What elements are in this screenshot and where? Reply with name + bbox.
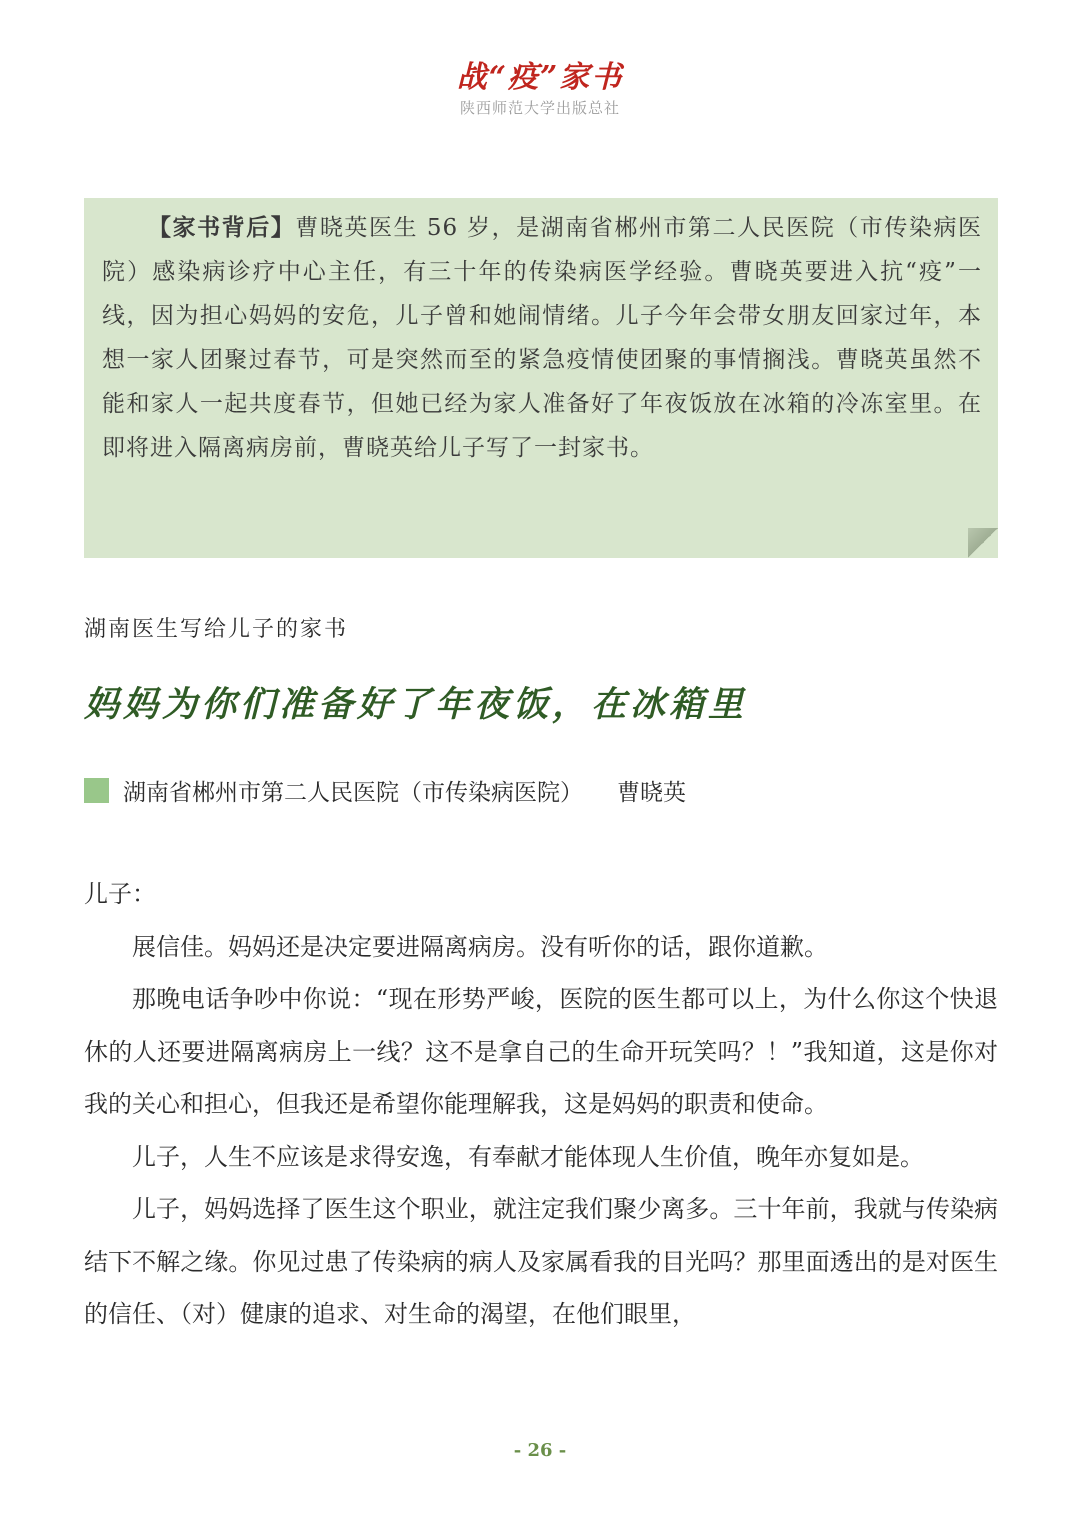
page-number: - 26 - (513, 1440, 567, 1461)
byline-author: 曹晓英 (617, 779, 686, 806)
byline-institution: 湖南省郴州市第二人民医院（市传染病医院） (123, 779, 583, 806)
series-title: 战“疫”家书 (456, 60, 624, 95)
letter-paragraph: 那晚电话争吵中你说：“现在形势严峻，医院的医生都可以上，为什么你这个快退休的人还要进隔离病房上一线？这不是拿自己的生命开玩笑吗？！”我知道，这是你对我的关心和担心，但我还是希望你能理解我，这是妈妈的职责和使命。 (84, 985, 998, 1118)
letter-kicker: 湖南医生写给儿子的家书 (84, 617, 349, 642)
byline-square-marker (84, 778, 109, 803)
letter-title: 妈妈为你们准备好了年夜饭，在冰箱里 (84, 684, 748, 725)
background-note-body: 曹晓英医生 56 岁，是湖南省郴州市第二人民医院（市传染病医院）感染病诊疗中心主任，有三十年的传染病医学经验。曹晓英要进入抗“疫”一线，因为担心妈妈的安危，儿子曾和她闹情绪。儿子今年会带女朋友回家过年，本想一家人团聚过春节，可是突然而至的紧急疫情使团聚的事情搁浅。曹晓英虽然不能和家人一起共度春节，但她已经为家人准备好了年夜饭放在冰箱的冷冻室里。在即将进入隔离病房前，曹晓英给儿子写了一封家书。 (102, 215, 983, 461)
letter-paragraph: 儿子，人生不应该是求得安逸，有奉献才能体现人生价值，晚年亦复如是。 (132, 1142, 924, 1171)
background-note-text (102, 206, 982, 470)
page-curl-decoration (968, 528, 998, 558)
letter-salutation: 儿子： (84, 880, 156, 908)
page-header (0, 58, 1080, 118)
byline (84, 770, 686, 810)
letter-paragraph: 儿子，妈妈选择了医生这个职业，就注定我们聚少离多。三十年前，我就与传染病结下不解之缘。你见过患了传染病的病人及家属看我的目光吗？那里面透出的是对医生的信任、（对）健康的追求、对生命的渴望，在他们眼里， (84, 1195, 998, 1328)
letter-body (84, 868, 998, 1341)
background-note-label: 【家书背后】 (148, 214, 296, 241)
background-note-box (84, 198, 998, 558)
publisher-name: 陕西师范大学出版总社 (459, 99, 620, 117)
letter-paragraph: 展信佳。妈妈还是决定要进隔离病房。没有听你的话，跟你道歉。 (132, 932, 828, 961)
